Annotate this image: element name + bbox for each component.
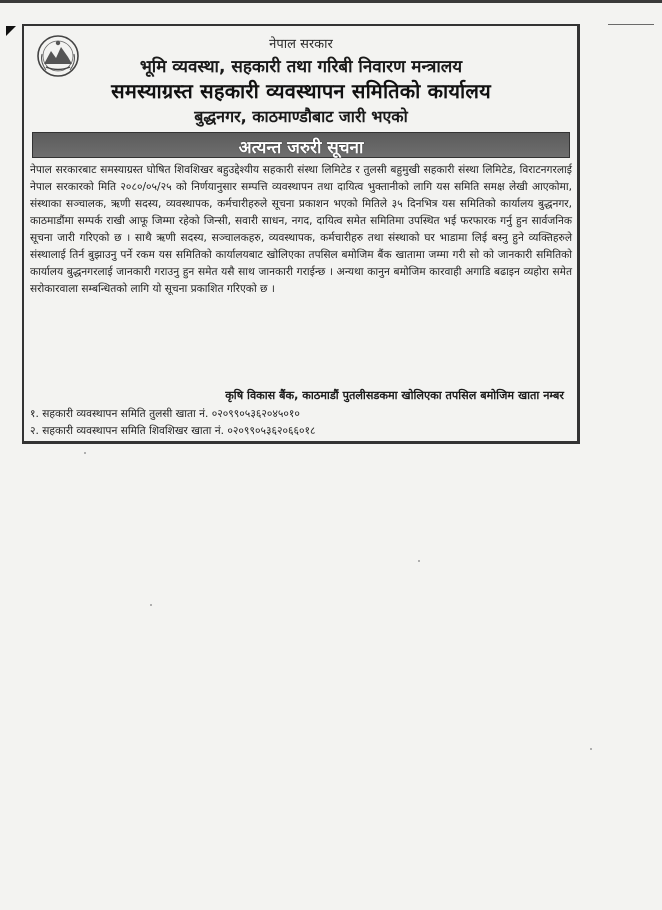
paper-speck [150,604,152,606]
paper-speck [418,560,420,562]
page-right-edge [608,24,654,25]
government-name: नेपाल सरकार [269,37,333,52]
office-name: समस्याग्रस्त सहकारी व्यवस्थापन समितिको कार्यालय [111,79,491,103]
bank-account-list [30,406,570,440]
issuing-location: बुद्धनगर, काठमाण्डौबाट जारी भएको [194,107,408,126]
corner-mark [6,26,16,36]
notice-body: नेपाल सरकारबाट समस्याग्रस्त घोषित शिवशिखर बहुउद्देश्यीय सहकारी संस्था लिमिटेड र तुलसी बहुमुखी सहकारी संस्था लिमिटेड, विराटनगरलाई नेपाल सरकारको मिति २०८०/०५/२५ को निर्णयानुसार सम्पत्ति व्यवस्थापन तथा दायित्व भुक्तानीको लागि यस समिति समक्ष लेखी आएकोमा, संस्थाका सञ्चालक, ऋणी सदस्य, व्यवस्थापक, कर्मचारीहरुले सूचना प्रकाशन भएको मितिले ३५ दिनभित्र यस समितिको कार्यालय बुद्धनगर, काठमाडौंमा सम्पर्क राखी आफू जिम्मा रहेको जिन्सी, सवारी साधन, नगद, दायित्व समेत समितिमा उपस्थित भई फरफारक गर्नु हुन सार्वजनिक सूचना जारी गरिएको छ । साथै ऋणी सदस्य, सञ्चालकहरु, व्यवस्थापक, कर्मचारीहरु तथा संस्थाको घर भाडामा लिई बस्नु हुने व्यक्तिहरुले संस्थालाई तिर्न बुझाउनु पर्ने रकम यस समितिको कार्यालयबाट खोलिएका तपसिल बमोजिम बैंक खातामा जम्मा गरी सो को जानकारी समितिको कार्यालय बुद्धनगरलाई जानकारी गराउनु हुन समेत यसै साथ जानकारी गराईन्छ । अन्यथा कानुन बमोजिम कारवाही अगाडि बढाइन व्यहोरा समेत सरोकारवाला सम्बन्धितको लागि यो सूचना प्रकाशित गरिएको छ । [30,164,572,295]
account-item: १. सहकारी व्यवस्थापन समिति तुलसी खाता नं. ०२०९९०५३६२०४५०१० [30,408,300,420]
banner-title: अत्यन्त जरुरी सूचना [238,138,364,158]
public-notice [22,24,580,444]
account-item: २. सहकारी व्यवस्थापन समिति शिवशिखर खाता नं. ०२०९९०५३६२०६६०१८ [30,425,316,437]
page-top-edge [0,0,662,3]
paper-speck [84,452,86,454]
urgent-notice-banner [32,132,570,158]
ministry-name: भूमि व्यवस्था, सहकारी तथा गरिबी निवारण मन्त्रालय [139,57,463,77]
paper-speck [590,748,592,750]
bank-account-heading: कृषि विकास बैंक, काठमाडौं पुतलीसडकमा खोलिएका तपसिल बमोजिम खाता नम्बर [225,389,564,402]
